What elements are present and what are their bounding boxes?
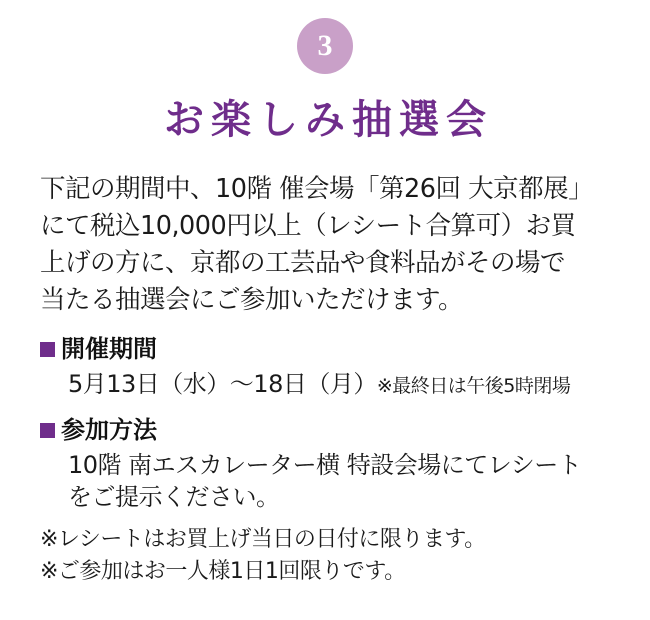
step-number-badge: 3: [297, 18, 353, 74]
section-period-heading-label: 開催期間: [61, 334, 157, 363]
square-bullet-icon: [40, 423, 55, 438]
page-title: お楽しみ抽選会: [164, 97, 493, 143]
section-howto-heading-label: 参加方法: [61, 416, 157, 445]
section-howto-body: [68, 449, 610, 514]
square-bullet-icon: [40, 342, 55, 357]
section-period-note: ※最終日は午後5時閉場: [376, 374, 571, 397]
note-item: ※レシートはお買上げ当日の日付に限ります。: [40, 526, 486, 552]
section-howto: [40, 416, 610, 514]
section-period: [40, 335, 610, 400]
note-item: ※ご参加はお一人様1日1回限りです。: [40, 558, 406, 584]
badge-container: [40, 0, 610, 74]
lead-line-1: 下記の期間中、10階 催会場「第26回 大京都展」: [40, 174, 594, 204]
section-howto-line-2: をご提示ください。: [68, 483, 280, 512]
notes-list: [40, 524, 610, 588]
lead-paragraph: [40, 171, 610, 319]
section-howto-heading: [40, 416, 610, 445]
section-period-dates: 5月13日（水）〜18日（月）: [68, 369, 377, 398]
lead-line-4: 当たる抽選会にご参加いただけます。: [40, 284, 463, 315]
section-period-body: [68, 368, 610, 400]
lead-line-2: にて税込10,000円以上（レシート合算可）お買: [40, 210, 576, 241]
section-period-heading: [40, 335, 610, 364]
lead-line-3: 上げの方に、京都の工芸品や食料品がその場で: [40, 247, 566, 278]
section-howto-line-1: 10階 南エスカレーター横 特設会場にてレシート: [68, 450, 582, 479]
